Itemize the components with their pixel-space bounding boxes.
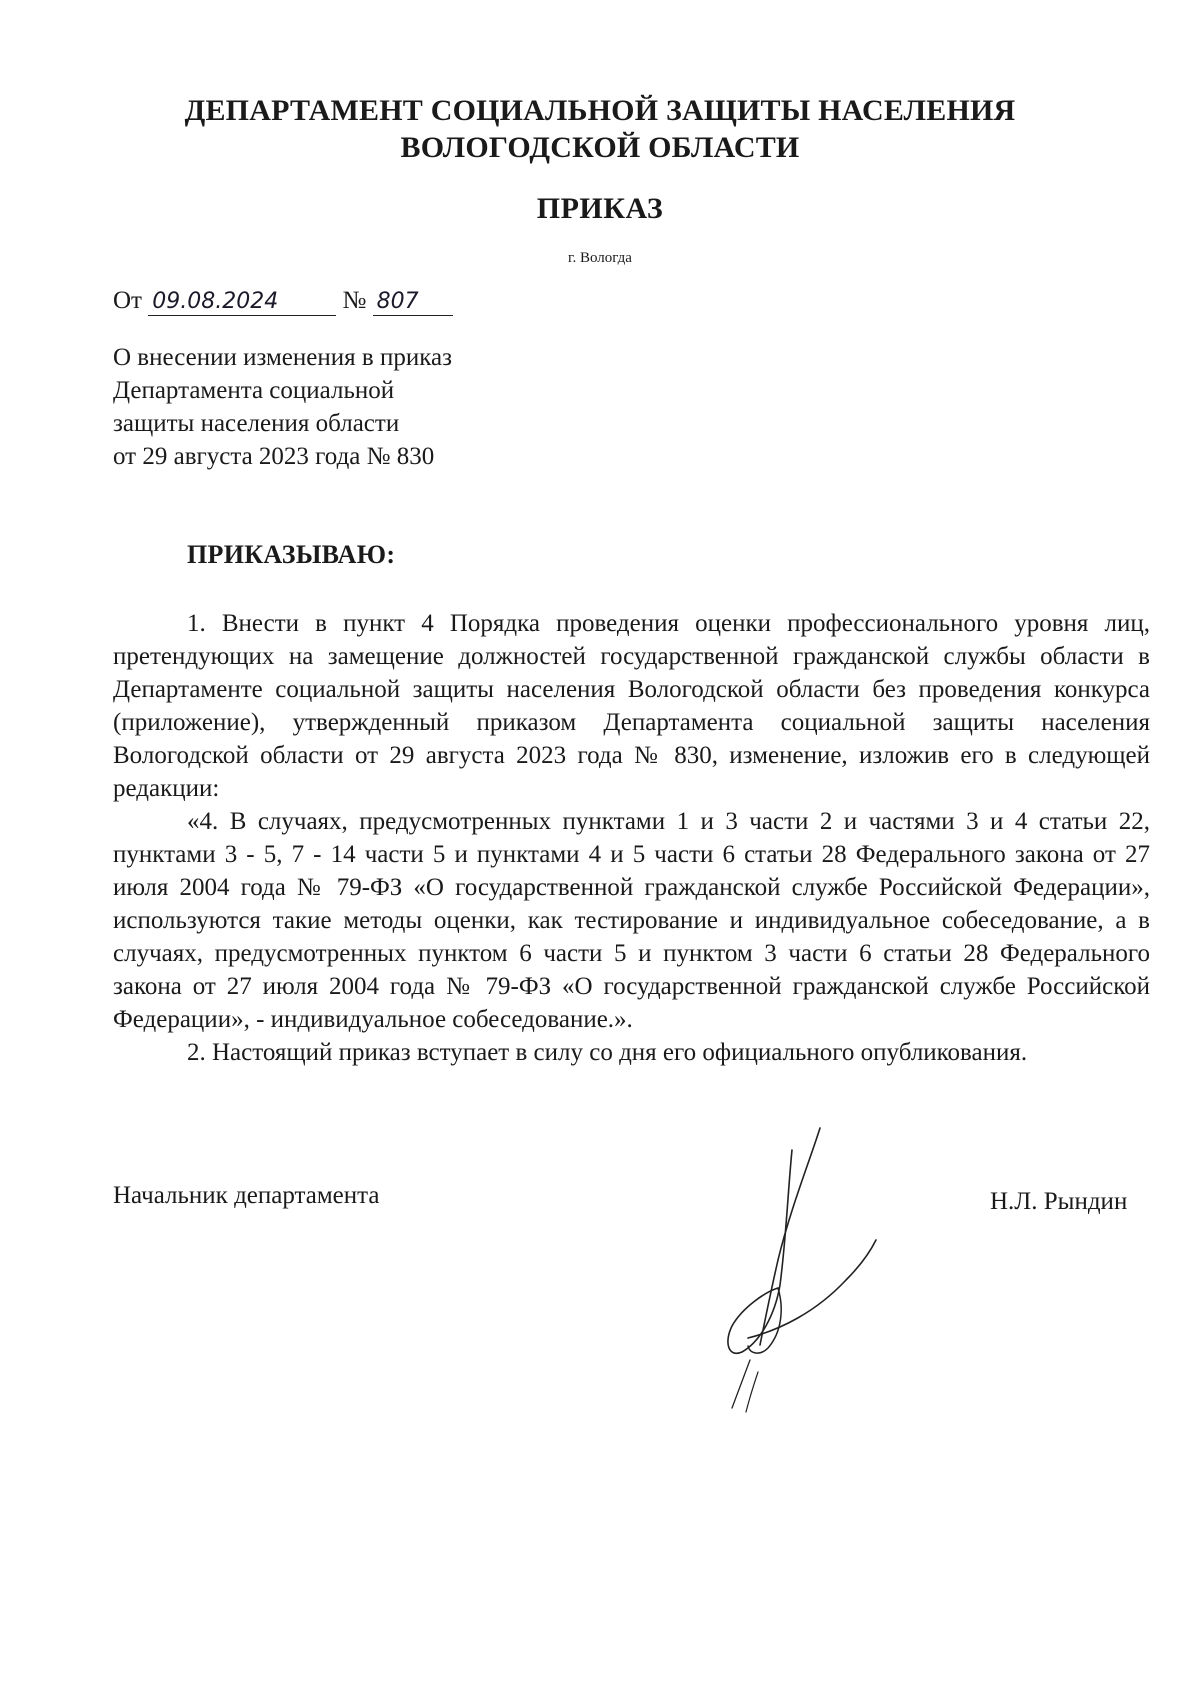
city-label: г. Вологда [568, 250, 632, 266]
subject-line: от 29 августа 2023 года № 830 [113, 443, 435, 470]
document-body [113, 607, 1150, 1069]
handwritten-signature [720, 1120, 910, 1420]
subject-line: Департамента социальной [113, 377, 395, 404]
handwritten-number: 807 [373, 289, 453, 316]
document-subject [113, 341, 533, 473]
signer-title: Начальник департамента [113, 1182, 380, 1209]
date-number-line [113, 287, 453, 316]
document-type-title: ПРИКАЗ [536, 192, 664, 225]
from-label: От [113, 287, 142, 314]
subject-line: О внесении изменения в приказ [113, 344, 452, 371]
subject-line: защиты населения области [113, 410, 400, 437]
number-label: № [342, 287, 367, 314]
order-heading: ПРИКАЗЫВАЮ: [187, 540, 396, 569]
organization-name-line1: ДЕПАРТАМЕНТ СОЦИАЛЬНОЙ ЗАЩИТЫ НАСЕЛЕНИЯ [184, 94, 1016, 127]
body-paragraph-3: 2. Настоящий приказ вступает в силу со дня его официального опубликования. [187, 1039, 1028, 1066]
organization-name-line2: ВОЛОГОДСКОЙ ОБЛАСТИ [400, 131, 800, 164]
handwritten-date: 09.08.2024 [148, 289, 336, 316]
signer-name: Н.Л. Рындин [990, 1188, 1128, 1215]
organization-header [0, 92, 1200, 166]
body-paragraph-1: 1. Внести в пункт 4 Порядка проведения оценки профессионального уровня лиц, претендующих на замещение должностей государственной гражданской службы области в Департаменте социальной защиты населения Вологодской области без проведения конкурса (приложение), утвержденный приказом Департамента социальной защиты населения Вологодской области от 29 августа 2023 года № 830, изменение, изложив его в следующей редакции: [113, 610, 1150, 802]
body-paragraph-2: «4. В случаях, предусмотренных пунктами 1 и 3 части 2 и частями 3 и 4 статьи 22, пунктами 3 - 5, 7 - 14 части 5 и пунктами 4 и 5 части 6 статьи 28 Федерального закона от 27 июля 2004 года № 79-ФЗ «О государственной гражданской службе Российской Федерации», используются такие методы оценки, как тестирование и индивидуальное собеседование, а в случаях, предусмотренных пунктом 6 части 5 и пунктом 3 части 6 статьи 28 Федерального закона от 27 июля 2004 года № 79-ФЗ «О государственной гражданской службе Российской Федерации», - индивидуальное собеседование.». [113, 808, 1150, 1033]
